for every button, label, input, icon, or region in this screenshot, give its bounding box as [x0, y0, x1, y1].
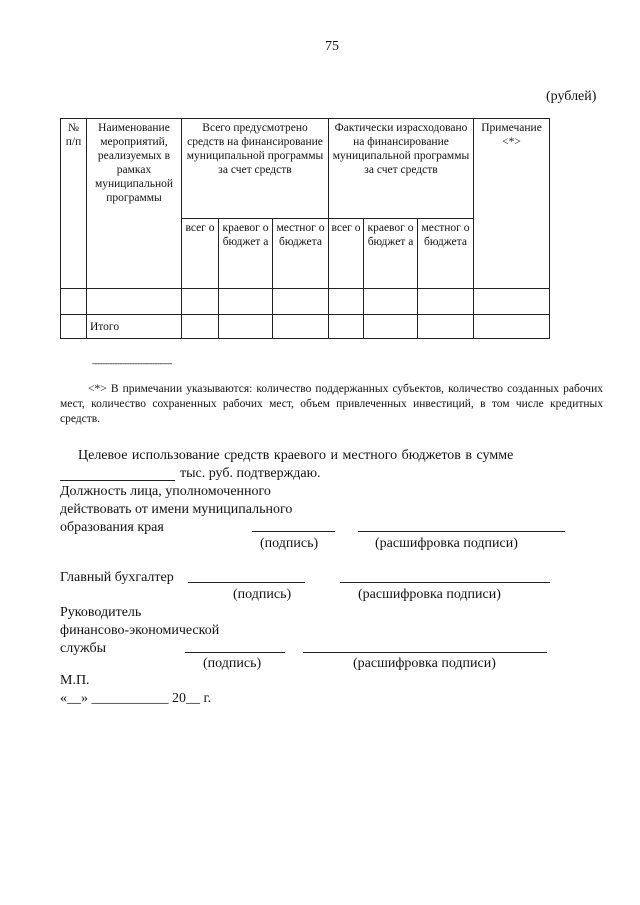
official-title: Должность лица, уполномоченного: [60, 484, 271, 499]
head-signature-field[interactable]: [185, 652, 285, 653]
confirm-line-1: Целевое использование средств краевого и местного бюджетов в сумме: [78, 448, 514, 463]
official-title: действовать от имени муниципального: [60, 502, 293, 517]
accountant-label: Главный бухгалтер: [60, 570, 174, 585]
sub-header: всег о: [329, 219, 364, 289]
sub-header: местног о бюджета: [273, 219, 329, 289]
page-number: 75: [325, 39, 339, 54]
head-title: службы: [60, 641, 107, 656]
separator: --------------------------------: [92, 358, 172, 368]
accountant-decode-field[interactable]: [340, 582, 550, 583]
header-num: № п/п: [61, 119, 87, 289]
signature-label: (подпись): [260, 536, 319, 551]
sub-header: всег о: [182, 219, 219, 289]
header-planned: Всего предусмотрено средств на финансирование муниципальной программы за счет средств: [182, 119, 329, 219]
signature-decode-field[interactable]: [358, 531, 565, 532]
header-note: Примечание <*>: [474, 119, 550, 289]
footnote: <*> В примечании указываются: количество поддержанных субъектов, количество созданных рабочих мест, количество сохраненных рабочих мест, объем привлеченных инвестиций, в том числе кредитных средств.: [60, 383, 603, 425]
head-decode-field[interactable]: [303, 652, 547, 653]
sum-field[interactable]: [60, 480, 175, 481]
total-label: Итого: [87, 315, 182, 339]
confirm-line-2: тыс. руб. подтверждаю.: [180, 466, 321, 481]
head-title: финансово-экономической: [60, 623, 220, 638]
signature-label: (подпись): [233, 587, 292, 602]
header-actual: Фактически израсходовано на финансирование муниципальной программы за счет средств: [329, 119, 474, 219]
report-table: [60, 118, 550, 339]
sub-header: краевог о бюджет а: [219, 219, 273, 289]
sub-header: местног о бюджета: [418, 219, 474, 289]
sub-header: краевог о бюджет а: [364, 219, 418, 289]
signature-label: (подпись): [203, 656, 262, 671]
table-row: [61, 289, 550, 315]
official-title: образования края: [60, 520, 164, 535]
units-label: (рублей): [546, 89, 597, 104]
signature-field[interactable]: [252, 531, 335, 532]
decode-label: (расшифровка подписи): [353, 656, 496, 671]
date-field[interactable]: «__» ___________ 20__ г.: [60, 691, 212, 706]
decode-label: (расшифровка подписи): [375, 536, 518, 551]
total-row: [61, 315, 550, 339]
stamp-label: М.П.: [60, 673, 90, 688]
decode-label: (расшифровка подписи): [358, 587, 501, 602]
accountant-signature-field[interactable]: [188, 582, 305, 583]
head-title: Руководитель: [60, 605, 142, 620]
header-name: Наименование мероприятий, реализуемых в рамках муниципальной программы: [87, 119, 182, 289]
